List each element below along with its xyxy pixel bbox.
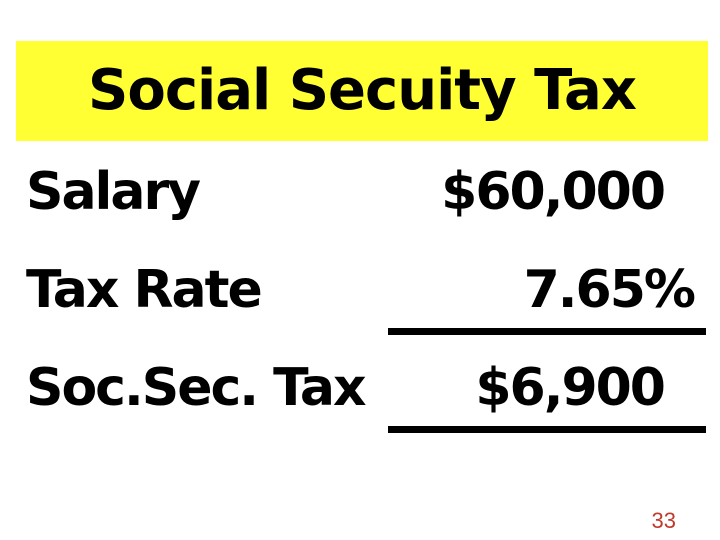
salary-label: Salary — [26, 162, 199, 222]
salary-value: $60,000 — [441, 162, 664, 222]
result-rule — [388, 426, 706, 433]
soc-sec-tax-label: Soc.Sec. Tax — [26, 358, 365, 418]
title-banner — [16, 41, 708, 141]
page-number: 33 — [651, 508, 676, 533]
tax-rate-label: Tax Rate — [26, 260, 261, 320]
calculation-rule — [388, 328, 706, 335]
tax-rate-value: 7.65% — [523, 260, 694, 320]
slide-title: Social Secuity Tax — [88, 58, 636, 123]
soc-sec-tax-value: $6,900 — [475, 358, 664, 418]
